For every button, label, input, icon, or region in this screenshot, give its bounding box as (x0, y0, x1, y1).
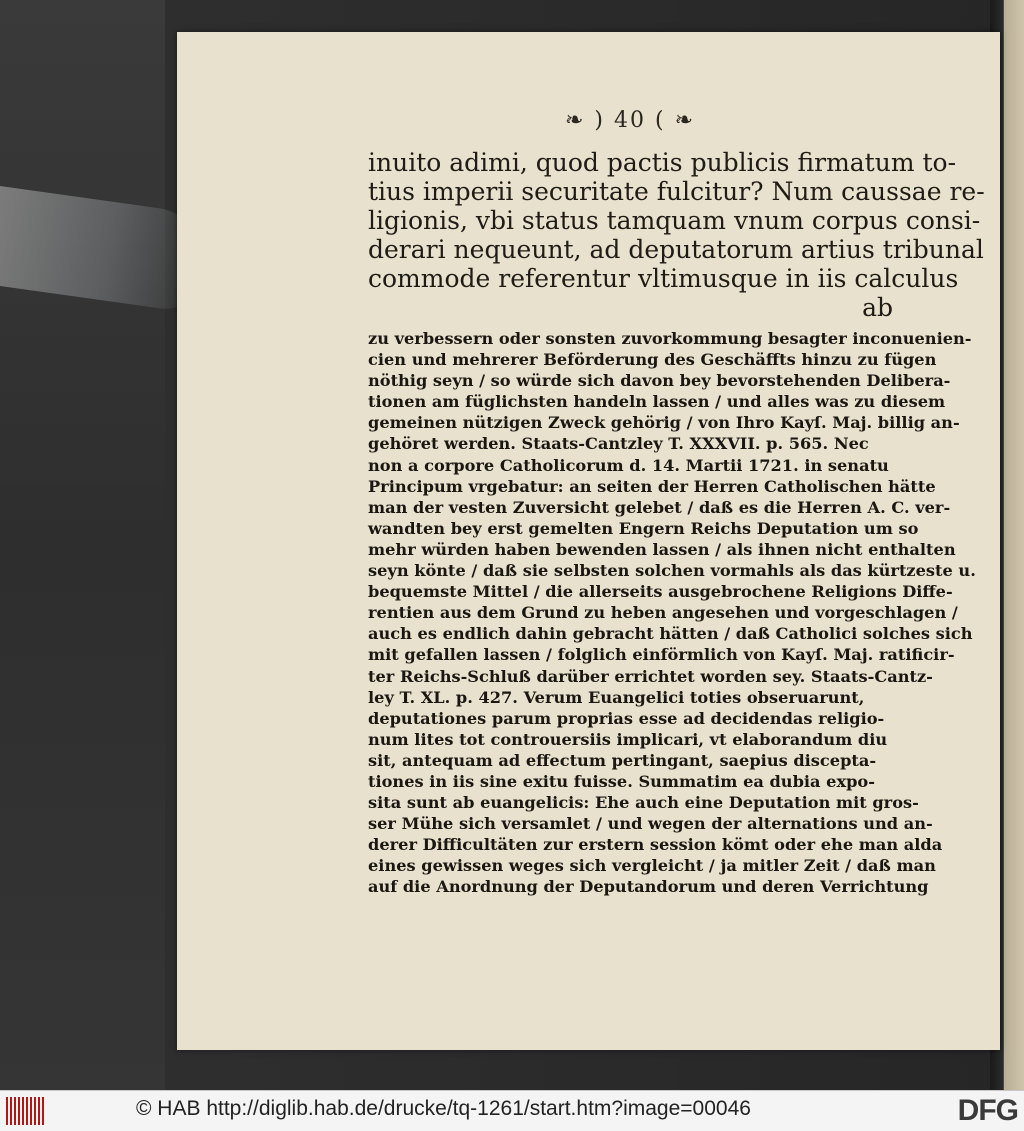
quote-line: bequemste Mittel / die allerseits ausgebrochene Religions Diffe- (368, 582, 953, 602)
quote-line: auf die Anordnung der Deputandorum und deren Verrichtung (368, 877, 929, 897)
latin-paragraph (368, 148, 985, 322)
latin-line: ligionis, vbi status tamquam vnum corpus consi- (368, 206, 981, 235)
latin-line: commode referentur vltimusque in iis calculus (368, 264, 959, 293)
quote-line: ley T. XL. p. 427. Verum Euangelici toties obseruarunt, (368, 687, 865, 707)
quote-line: wandten bey erst gemelten Engern Reichs Deputation um so (368, 518, 919, 538)
quote-line: derer Difficultäten zur erstern session kömt oder ehe man alda (368, 835, 943, 855)
quote-line: sit, antequam ad effectum pertingant, saepius discepta- (368, 750, 877, 770)
quote-line: deputationes parum proprias esse ad decidendas religio- (368, 708, 885, 728)
quote-line: eines gewissen weges sich vergleicht / ja mitler Zeit / daß man (368, 856, 936, 876)
catchword: ab (862, 293, 893, 322)
scanner-left-strip (0, 0, 165, 1090)
quote-line: gehöret werden. Staats-Cantzley T. XXXVII. p. 565. Nec (368, 434, 869, 454)
viewer-footer (0, 1090, 1024, 1131)
quote-line: mit gefallen lassen / folglich einförmlich von Kayſ. Maj. ratificir- (368, 645, 955, 665)
quote-line: nöthig seyn / so würde sich davon bey bevorstehenden Delibera- (368, 371, 951, 391)
quote-line: ser Mühe sich versamlet / und wegen der alternations und an- (368, 814, 933, 834)
quote-line: seyn könte / daß sie selbsten solchen vormahls als das kürtzeste u. (368, 561, 976, 581)
quote-line: non a corpore Catholicorum d. 14. Martii 1721. in senatu (368, 455, 889, 475)
quote-line: mehr würden haben bewenden lassen / als ihnen nicht enthalten (368, 539, 956, 559)
copyright-link[interactable]: © HAB http://diglib.hab.de/drucke/tq-1261/start.htm?image=00046 (136, 1097, 751, 1120)
quote-line: gemeinen nützigen Zweck gehörig / von Ihro Kayſ. Maj. billig an- (368, 413, 960, 433)
latin-line: derari nequeunt, ad deputatorum artius tribunal (368, 235, 984, 264)
quote-line: zu verbessern oder sonsten zuvorkommung besagter inconuenien- (368, 329, 972, 348)
latin-line: inuito adimi, quod pactis publicis firmatum to- (368, 148, 957, 177)
quote-line: man der vesten Zuversicht gelebet / daß es die Herren A. C. ver- (368, 497, 951, 517)
quote-line: sita sunt ab euangelicis: Ehe auch eine Deputation mit gros- (368, 793, 919, 813)
latin-line: tius imperii securitate fulcitur? Num caussae re- (368, 177, 985, 206)
page-header: ❧ ) 40 ( ❧ (565, 108, 695, 133)
quote-line: rentien aus dem Grund zu heben angesehen und vorgeschlagen / (368, 603, 958, 623)
quote-line: auch es endlich dahin gebracht hätten / daß Catholici solches sich (368, 624, 973, 644)
quoted-text-block (368, 328, 976, 898)
barcode-icon (6, 1097, 46, 1125)
quote-line: tiones in iis sine exitu fuisse. Summatim ea dubia expo- (368, 771, 875, 791)
quote-line: tionen am füglichsten handeln lassen / und alles was zu diesem (368, 392, 946, 412)
quote-line: ter Reichs-Schluß darüber errichtet worden sey. Staats-Cantz- (368, 666, 933, 686)
quote-line: Principum vrgebatur: an seiten der Herren Catholischen hätte (368, 476, 936, 496)
dfg-logo: DFG (957, 1094, 1018, 1127)
quote-line: cien und mehrerer Beförderung des Geschäffts hinzu zu fügen (368, 350, 937, 370)
quote-line: num lites tot controuersiis implicari, vt elaborandum diu (368, 729, 888, 749)
